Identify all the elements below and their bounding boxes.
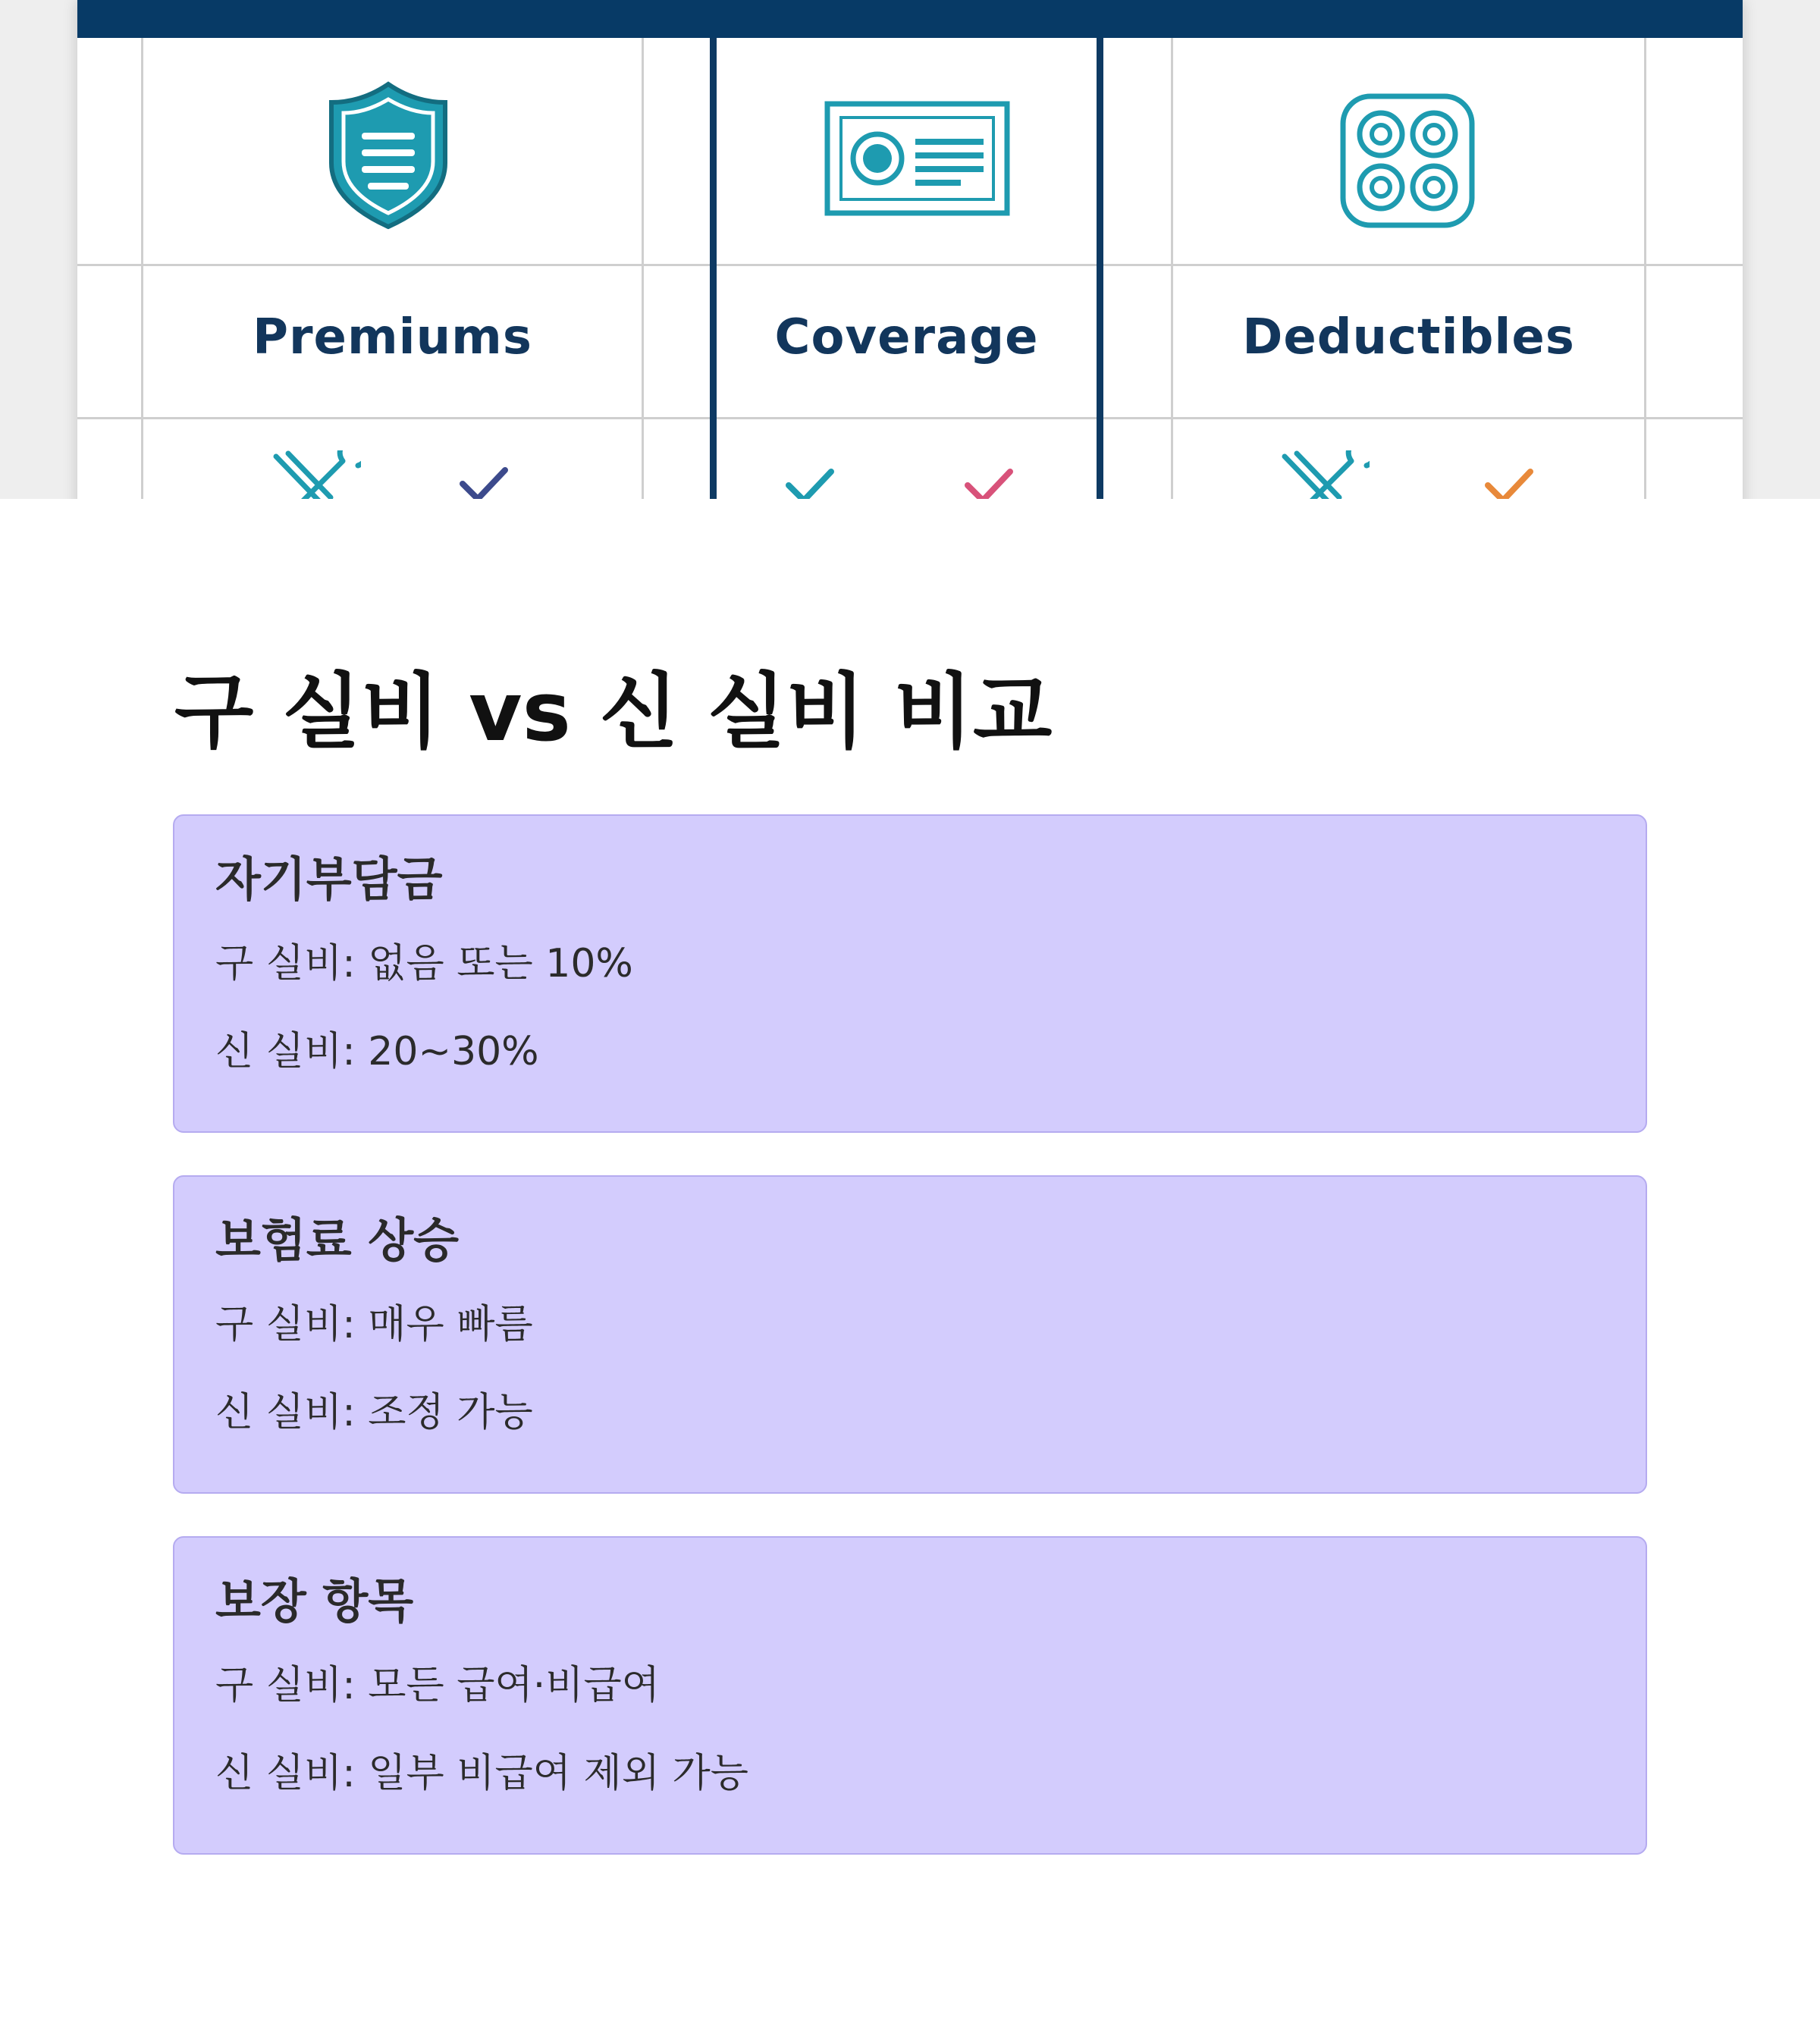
hero-illustration [0, 0, 1820, 499]
grid-line [1171, 38, 1173, 499]
comparison-card-deductible [173, 814, 1647, 1133]
comparison-board [77, 0, 1743, 499]
card-heading: 보장 항목 [215, 1573, 414, 1629]
card-old-plan-text: 구 실비: 매우 빠름 [215, 1302, 533, 1347]
grid-line [141, 38, 143, 499]
page-title: 구 실비 vs 신 실비 비교 [174, 665, 1053, 760]
card-new-plan-text: 신 실비: 일부 비급여 제외 가능 [215, 1751, 748, 1796]
column-label-premiums: Premiums [253, 309, 532, 365]
grid-circles-icon [1339, 93, 1476, 229]
comparison-card-premium-increase [173, 1175, 1647, 1494]
board-header-bar [77, 0, 1743, 38]
card-heading: 자기부담금 [215, 851, 443, 907]
column-label-deductibles: Deductibles [1242, 309, 1575, 365]
wrench-icon [1282, 450, 1370, 499]
card-old-plan-text: 구 실비: 모든 급여·비급여 [215, 1663, 660, 1708]
card-new-plan-text: 신 실비: 조정 가능 [215, 1390, 533, 1435]
grid-line [1644, 38, 1646, 499]
column-label-coverage: Coverage [774, 309, 1039, 365]
card-new-plan-text: 신 실비: 20~30% [215, 1029, 539, 1074]
shield-icon [324, 80, 453, 231]
highlight-column-border [710, 38, 717, 499]
check-icon [786, 469, 834, 499]
card-old-plan-text: 구 실비: 없음 또는 10% [215, 941, 633, 986]
comparison-card-coverage-items [173, 1536, 1647, 1855]
grid-line [77, 417, 1743, 419]
id-card-icon [824, 101, 1010, 216]
highlight-column-border [1097, 38, 1103, 499]
check-icon [1485, 469, 1533, 499]
check-icon [965, 469, 1013, 499]
card-heading: 보험료 상승 [215, 1212, 460, 1268]
check-icon [460, 467, 508, 499]
grid-line [642, 38, 644, 499]
grid-line [77, 264, 1743, 266]
wrench-icon [273, 450, 361, 499]
